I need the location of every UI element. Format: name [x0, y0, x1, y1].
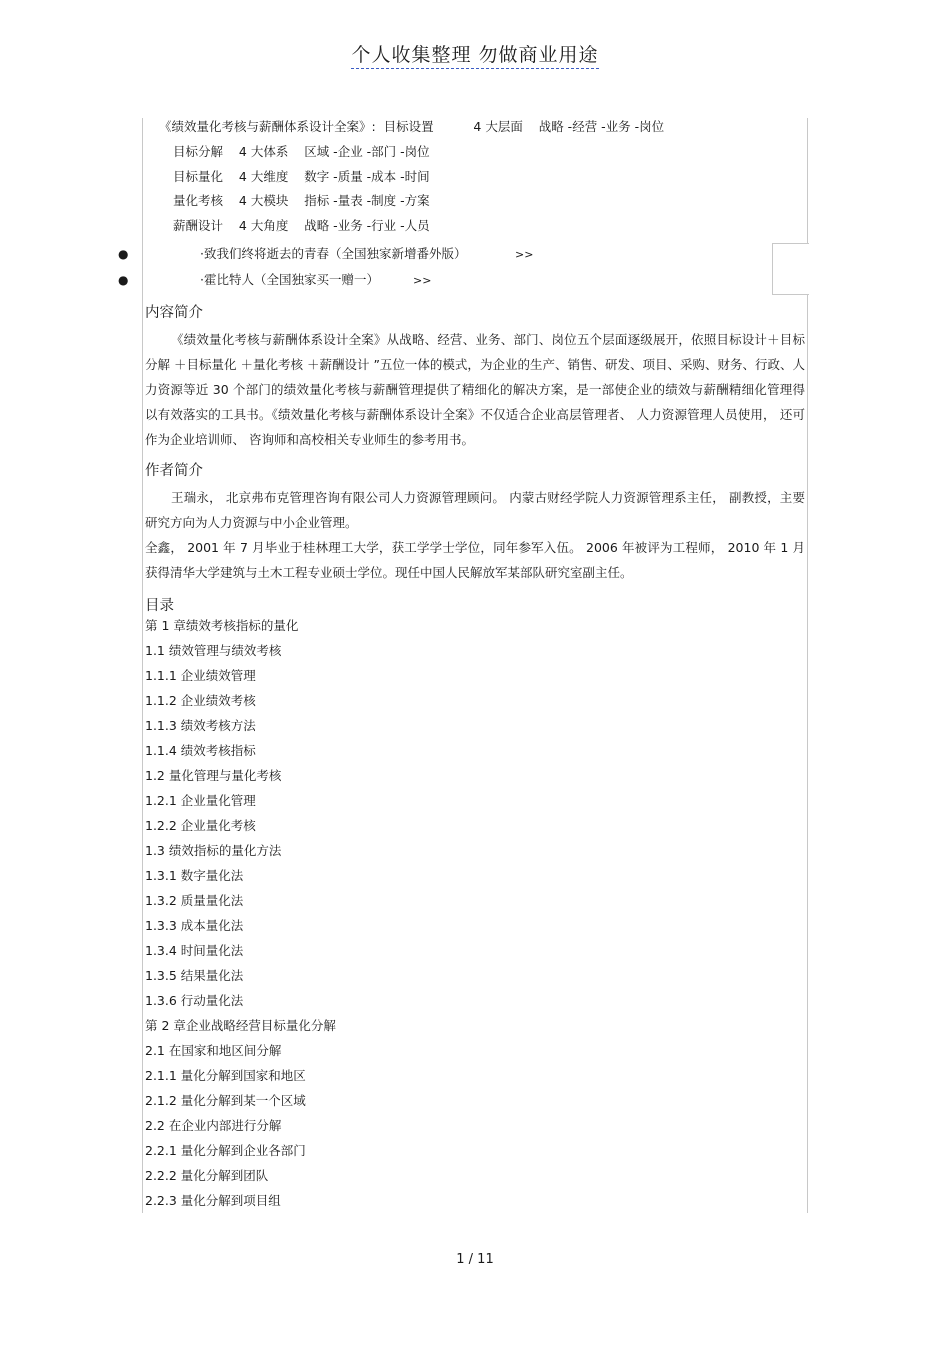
toc-item[interactable]: 2.1.1 量化分解到国家和地区: [145, 1068, 306, 1083]
toc-item[interactable]: 1.1.3 绩效考核方法: [145, 718, 256, 733]
toc-item[interactable]: 1.3 绩效指标的量化方法: [145, 843, 282, 858]
toc-list: [145, 617, 336, 1217]
side-box: [772, 243, 809, 295]
intro-row: 《绩效量化考核与薪酬体系设计全案》: 目标设置 4 大层面 战略 -经营 -业务 -岗位: [159, 119, 665, 134]
intro-row: 目标分解 4 大体系 区域 -企业 -部门 -岗位: [173, 143, 430, 159]
toc-item[interactable]: 1.3.1 数字量化法: [145, 868, 244, 883]
toc-item[interactable]: 1.2.2 企业量化考核: [145, 818, 256, 833]
bullet-icon: ●: [118, 273, 129, 287]
toc-item[interactable]: 1.2.1 企业量化管理: [145, 793, 256, 808]
summary-text: 《绩效量化考核与薪酬体系设计全案》从战略、经营、业务、部门、岗位五个层面逐级展开，依照目标设计＋目标分解 ＋目标量化 ＋量化考核 ＋薪酬设计 ”五位一体的模式，为企业的生产、销售、研发、项目、采购、财务、行政、人力资源等近 30 个部门的绩效量化考核与薪酬管理提供了精细化的解决方案，是一部使企业的绩效与薪酬精细化管理得以有效落实的工具书。《绩效量化考核与薪酬体系设计全案》不仅适合企业高层管理者、 人力资源管理人员使用， 还可作为企业培训师、 咨询师和高校相关专业师生的参考用书。: [145, 332, 805, 447]
toc-item[interactable]: 1.3.6 行动量化法: [145, 993, 244, 1008]
related-links: [118, 244, 534, 296]
toc-item[interactable]: 第 1 章绩效考核指标的量化: [145, 618, 299, 633]
toc-item[interactable]: 1.2 量化管理与量化考核: [145, 768, 282, 783]
summary-title: 内容简介: [145, 305, 203, 321]
bullet-icon: ●: [118, 247, 129, 261]
table-of-contents: [145, 595, 336, 1217]
related-link[interactable]: ·致我们终将逝去的青春（全国独家新增番外版）: [200, 246, 467, 261]
toc-item[interactable]: 1.1.4 绩效考核指标: [145, 743, 256, 758]
intro-row: 目标量化 4 大维度 数字 -质量 -成本 -时间: [173, 168, 430, 184]
toc-title: 目录: [145, 598, 174, 614]
more-arrow-link[interactable]: >>: [413, 274, 432, 287]
toc-item[interactable]: 1.1.2 企业绩效考核: [145, 693, 256, 708]
toc-item[interactable]: 1.3.3 成本量化法: [145, 918, 244, 933]
toc-item[interactable]: 第 2 章企业战略经营目标量化分解: [145, 1018, 336, 1033]
toc-item[interactable]: 2.2.1 量化分解到企业各部门: [145, 1143, 306, 1158]
page-header: [0, 40, 950, 67]
toc-item[interactable]: 1.1.1 企业绩效管理: [145, 668, 256, 683]
toc-item[interactable]: 1.3.5 结果量化法: [145, 968, 244, 983]
intro-row: 薪酬设计 4 大角度 战略 -业务 -行业 -人员: [173, 218, 430, 234]
toc-item[interactable]: 2.2.3 量化分解到项目组: [145, 1193, 281, 1208]
left-frame-line: [142, 118, 143, 1213]
toc-item[interactable]: 2.1 在国家和地区间分解: [145, 1043, 282, 1058]
header-title: 个人收集整理 勿做商业用途: [351, 44, 598, 69]
toc-item[interactable]: 1.3.2 质量量化法: [145, 893, 244, 908]
related-link-item: [118, 270, 432, 296]
page-number: 1 / 11: [456, 1252, 494, 1267]
intro-block: [145, 118, 805, 242]
toc-item[interactable]: 2.1.2 量化分解到某一个区域: [145, 1093, 306, 1108]
author-title: 作者简介: [145, 463, 203, 479]
toc-item[interactable]: 1.1 绩效管理与绩效考核: [145, 643, 282, 658]
related-link[interactable]: ·霍比特人（全国独家买一赠一）: [200, 272, 379, 287]
author-section: [145, 461, 805, 585]
toc-item[interactable]: 2.2.2 量化分解到团队: [145, 1168, 269, 1183]
author-paragraph: 王瑞永， 北京弗布克管理咨询有限公司人力资源管理顾问。 内蒙古财经学院人力资源管理系主任， 副教授，主要研究方向为人力资源与中小企业管理。: [145, 490, 805, 530]
toc-item[interactable]: 2.2 在企业内部进行分解: [145, 1118, 282, 1133]
related-link-item: [118, 244, 534, 270]
summary-section: [145, 303, 805, 452]
toc-item[interactable]: 1.3.4 时间量化法: [145, 943, 244, 958]
author-paragraph: 全鑫， 2001 年 7 月毕业于桂林理工大学，获工学学士学位，同年参军入伍。 2006 年被评为工程师， 2010 年 1 月获得清华大学建筑与土木工程专业硕士学位。现任中国人民解放军某部队研究室副主任。: [145, 540, 805, 580]
intro-row: 量化考核 4 大模块 指标 -量表 -制度 -方案: [173, 193, 430, 209]
more-arrow-link[interactable]: >>: [515, 248, 534, 261]
